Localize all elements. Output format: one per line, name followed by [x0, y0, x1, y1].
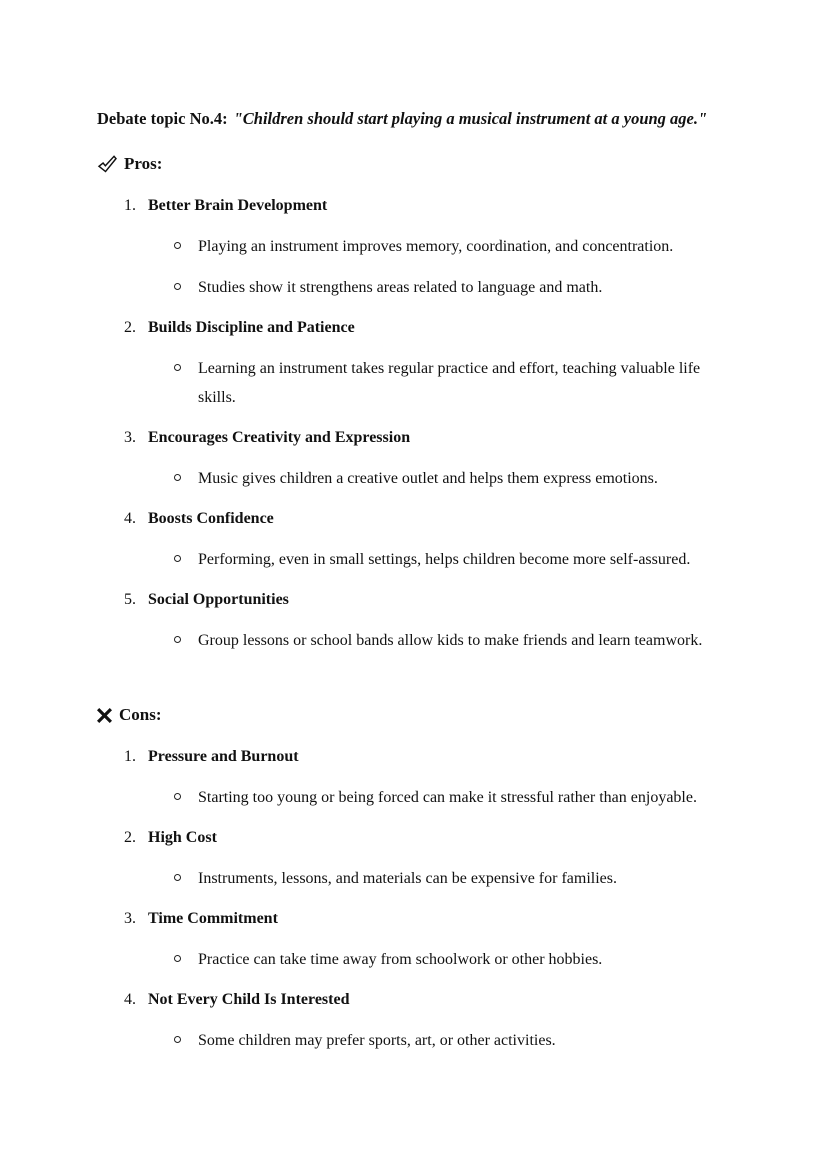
cons-heading	[97, 701, 733, 729]
list-item-title: Time Commitment	[148, 910, 278, 927]
cons-heading-label: Cons:	[119, 705, 162, 724]
check-icon	[97, 155, 117, 173]
list-number: 2.	[124, 829, 136, 846]
circle-bullet-icon	[174, 283, 181, 290]
sub-bullet-item	[97, 1026, 733, 1055]
x-icon	[97, 708, 112, 723]
list-item-title: High Cost	[148, 829, 217, 846]
circle-bullet-icon	[174, 874, 181, 881]
sub-bullet-item	[97, 545, 733, 574]
circle-bullet-icon	[174, 474, 181, 481]
list-number: 3.	[124, 910, 136, 927]
sub-bullet-item	[97, 273, 733, 302]
circle-bullet-icon	[174, 555, 181, 562]
list-number: 1.	[124, 197, 136, 214]
list-number: 4.	[124, 510, 136, 527]
list-item	[97, 192, 733, 220]
list-item-title: Builds Discipline and Patience	[148, 319, 355, 336]
sub-bullet-item	[97, 864, 733, 893]
list-item-title: Boosts Confidence	[148, 510, 274, 527]
title-prefix: Debate topic No.4:	[97, 109, 228, 128]
list-number: 5.	[124, 591, 136, 608]
document-title	[97, 106, 733, 132]
sub-bullet-item	[97, 626, 733, 655]
list-number: 3.	[124, 429, 136, 446]
sub-bullet-text: Playing an instrument improves memory, coordination, and concentration.	[198, 238, 674, 255]
sub-bullet-text: Performing, even in small settings, helps children become more self-assured.	[198, 551, 691, 568]
circle-bullet-icon	[174, 242, 181, 249]
list-number: 2.	[124, 319, 136, 336]
pros-heading-label: Pros:	[124, 154, 163, 173]
circle-bullet-icon	[174, 636, 181, 643]
list-item	[97, 986, 733, 1014]
sub-bullet-text: Some children may prefer sports, art, or other activities.	[198, 1032, 556, 1049]
sub-bullet-item	[97, 945, 733, 974]
cons-section	[97, 701, 733, 1055]
list-item	[97, 314, 733, 342]
circle-bullet-icon	[174, 364, 181, 371]
list-item-title: Encourages Creativity and Expression	[148, 429, 411, 446]
title-quote: "Children should start playing a musical instrument at a young age."	[233, 109, 708, 128]
sub-bullet-text: Starting too young or being forced can make it stressful rather than enjoyable.	[198, 789, 697, 806]
list-item	[97, 424, 733, 452]
list-number: 4.	[124, 991, 136, 1008]
sub-bullet-text: Group lessons or school bands allow kids to make friends and learn teamwork.	[198, 632, 703, 649]
circle-bullet-icon	[174, 1036, 181, 1043]
sub-bullet-item	[97, 464, 733, 493]
sub-bullet-text: Practice can take time away from schoolwork or other hobbies.	[198, 951, 603, 968]
sub-bullet-item	[97, 232, 733, 261]
list-number: 1.	[124, 748, 136, 765]
list-item	[97, 586, 733, 614]
list-item-title: Better Brain Development	[148, 197, 328, 214]
list-item	[97, 505, 733, 533]
circle-bullet-icon	[174, 955, 181, 962]
list-item	[97, 905, 733, 933]
list-item-title: Social Opportunities	[148, 591, 289, 608]
sub-bullet-text: Studies show it strengthens areas related to language and math.	[198, 279, 603, 296]
list-item-title: Not Every Child Is Interested	[148, 991, 350, 1008]
sub-bullet-item	[97, 354, 733, 412]
list-item	[97, 743, 733, 771]
sub-bullet-text: Music gives children a creative outlet and helps them express emotions.	[198, 470, 658, 487]
pros-section	[97, 150, 733, 655]
circle-bullet-icon	[174, 793, 181, 800]
pros-heading	[97, 150, 733, 178]
sub-bullet-text: Instruments, lessons, and materials can be expensive for families.	[198, 870, 617, 887]
sub-bullet-item	[97, 783, 733, 812]
list-item	[97, 824, 733, 852]
sub-bullet-text: Learning an instrument takes regular practice and effort, teaching valuable life skills.	[198, 360, 701, 406]
list-item-title: Pressure and Burnout	[148, 748, 299, 765]
